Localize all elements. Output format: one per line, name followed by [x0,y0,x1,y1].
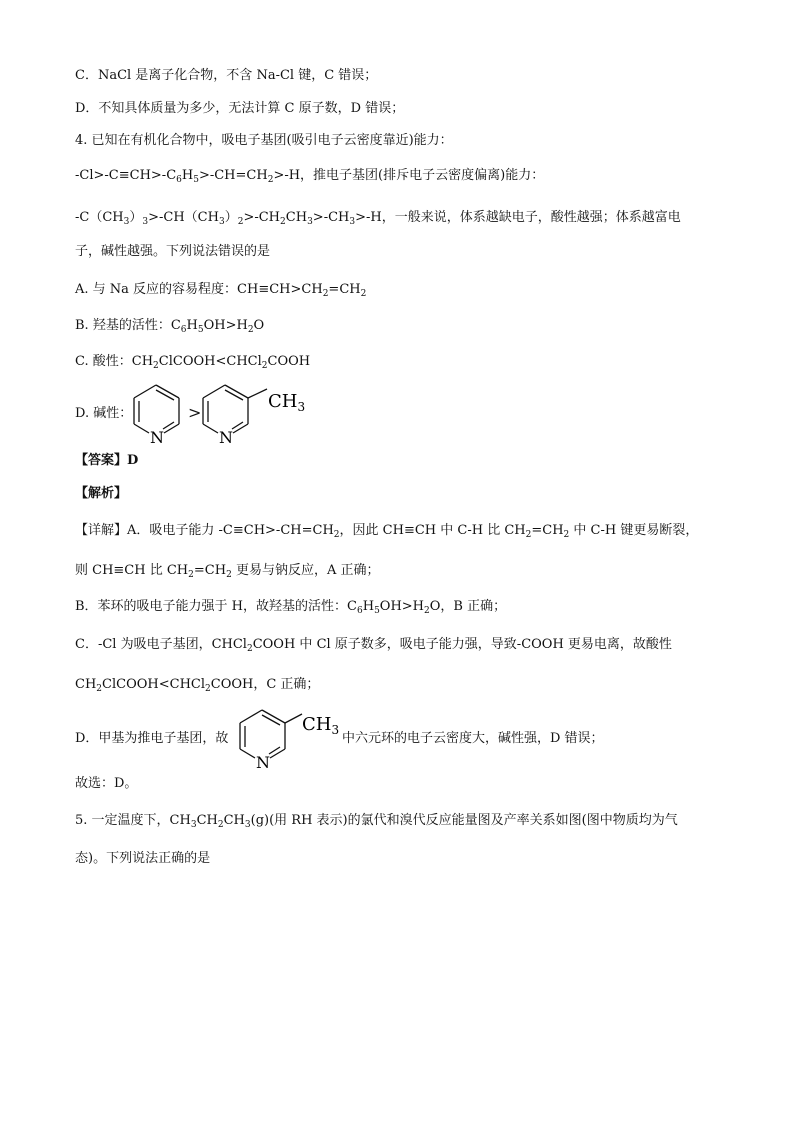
donating-order: $-C(CH_3)_3>-CH(CH_3)_2>-CH_2CH_3>-CH_3>-H$，一般来说，体系越缺电子，酸性越强；体系越富电 [75,210,681,227]
nitrogen-label: N [256,753,270,772]
question-4-stem: 4. 已知在有机化合物中，吸电子基团(吸引电子云密度靠近)能力： [75,133,453,148]
question-5-stem-line2: 态)。下列说法正确的是 [75,851,211,866]
option-b: B. 羟基的活性：$C_6H_5OH>H_2O$ [75,318,265,335]
detail-c-line1: C．-Cl 为吸电子基团，CHCl$_2$COOH 中 Cl 原子数多，吸电子能力强，导致-COOH 更易电离，故酸性 [75,637,672,654]
question-5-stem: 5. 一定温度下，$CH_3CH_2CH_3(g)$(用 RH 表示)的氯代和溴代反应能量图及产率关系如图(图中物质均为气 [75,813,678,830]
answer-tag: 【答案】D [75,453,139,468]
pyridine-structure [130,381,190,447]
option-d-label: D. 碱性： [75,406,133,421]
conclusion: 故选：D。 [75,776,138,791]
methylpyridine-structure [199,381,309,447]
detail-d-suffix: 中六元环的电子云密度大，碱性强，D 错误； [342,731,604,746]
text-line: D．不知具体质量为多少，无法计算 C 原子数，D 错误； [75,101,405,116]
detail-b: B．苯环的吸电子能力强于 H，故羟基的活性：$C_6H_5OH>H_2O$，B 正确； [75,599,507,616]
methylpyridine-inline-structure [236,706,346,772]
detail-c-line2: $CH_2ClCOOH<CHCl_2COOH$，C 正确； [75,677,320,694]
option-a: A. 与 Na 反应的容易程度：$CH\equiv CH>CH_2=CH_2$ [75,282,367,299]
nitrogen-label: N [219,428,233,447]
detail-d-prefix: D．甲基为推电子基团，故 [75,731,229,746]
option-c: C. 酸性：$CH_2ClCOOH<CHCl_2COOH$ [75,354,311,371]
methyl-label: $CH_3$ [302,714,340,737]
analysis-tag: 【解析】 [75,486,128,501]
detail-a-line1: 【详解】A．吸电子能力 $-C\equiv CH>-CH=CH_2$，因此 CH≡CH 中 C-H 比 $CH_2=CH_2$ 中 C-H 键更易断裂， [75,523,699,540]
nitrogen-label: N [150,428,164,447]
withdrawing-order: $-Cl>-C\equiv CH>-C_6H_5>-CH=CH_2>-H$，推电子基团(排斥电子云密度偏离)能力： [75,168,545,185]
detail-a-line2: 则 CH≡CH 比 $CH_2=CH_2$ 更易与钠反应，A 正确； [75,563,380,580]
greater-than-sign: > [188,403,202,422]
methyl-label: $CH_3$ [268,391,306,414]
text-line: C．NaCl 是离子化合物，不含 Na-Cl 键，C 错误； [75,68,378,83]
text-line: 子，碱性越强。下列说法错误的是 [75,244,271,259]
